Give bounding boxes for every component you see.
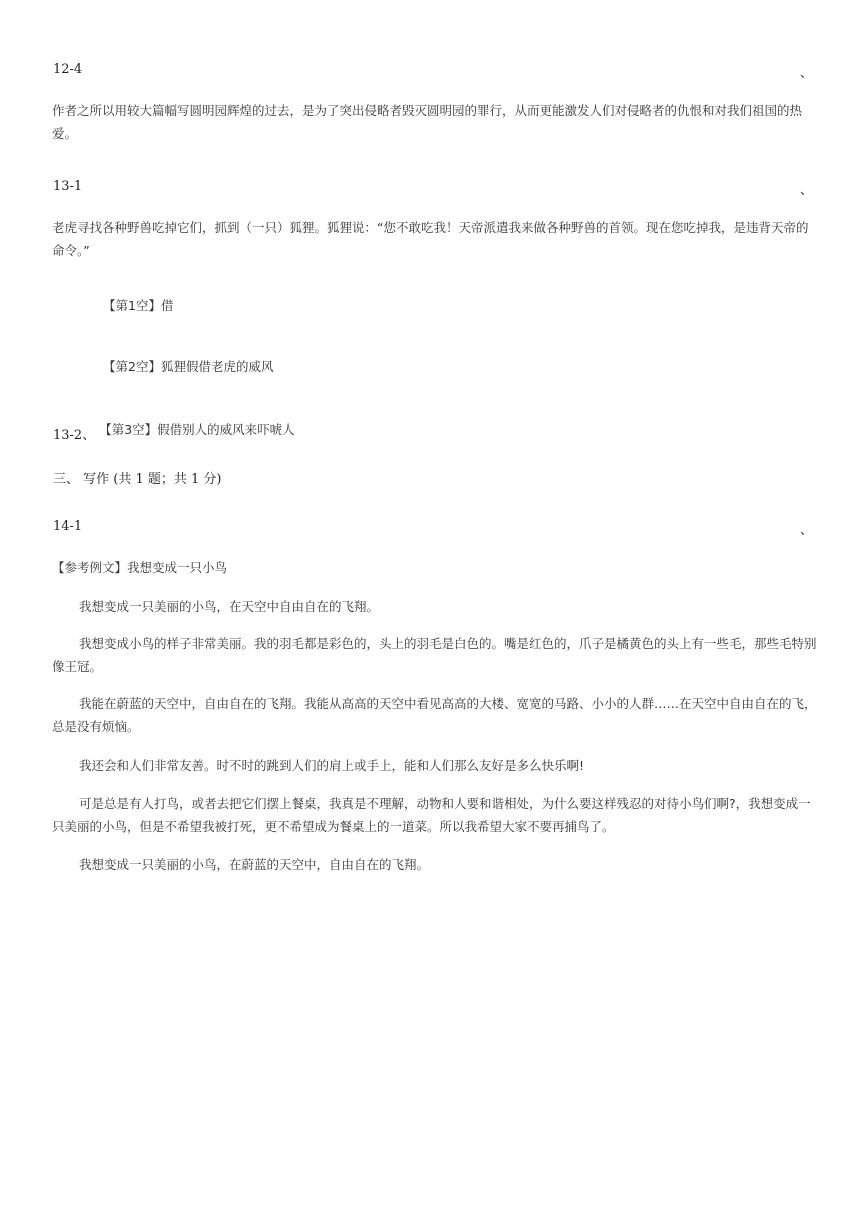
blank-answer-2: 【第2空】狐狸假借老虎的威风 bbox=[103, 359, 274, 374]
essay-paragraph-3: 我能在蔚蓝的天空中，自由自在的飞翔。我能从高高的天空中看见高高的大楼、宽宽的马路、小小的人群……在天空中自由自在的飞，总是没有烦恼。 bbox=[52, 696, 817, 734]
essay-heading: 【参考例文】我想变成一只小鸟 bbox=[52, 560, 228, 575]
essay-paragraph-4: 我还会和人们非常友善。时不时的跳到人们的肩上或手上，能和人们那么友好是多么快乐啊! bbox=[79, 758, 585, 773]
question-separator: 、 bbox=[799, 66, 813, 81]
blank-answer-1: 【第1空】借 bbox=[103, 298, 174, 313]
question-number: 14-1 bbox=[53, 519, 83, 534]
question-row-13-2 bbox=[53, 419, 295, 443]
question-number: 12-4 bbox=[53, 62, 83, 77]
essay-paragraph-6: 我想变成一只美丽的小鸟，在蔚蓝的天空中，自由自在的飞翔。 bbox=[79, 857, 430, 872]
question-number: 13-1 bbox=[53, 179, 83, 194]
essay-paragraph-1: 我想变成一只美丽的小鸟，在天空中自由自在的飞翔。 bbox=[79, 599, 380, 614]
essay-paragraph-5: 可是总是有人打鸟，或者去把它们摆上餐桌，我真是不理解，动物和人要和谐相处，为什么要这样残忍的对待小鸟们啊?，我想变成一只美丽的小鸟，但是不希望我被打死，更不希望成为餐桌上的一道菜。所以我希望大家不要再捕鸟了。 bbox=[52, 796, 811, 834]
answer-text-13-1: 老虎寻找各种野兽吃掉它们，抓到（一只）狐狸。狐狸说：“您不敢吃我！天帝派遣我来做各种野兽的首领。现在您吃掉我，是违背天帝的命令。” bbox=[52, 220, 809, 258]
answer-text-12-4: 作者之所以用较大篇幅写圆明园辉煌的过去，是为了突出侵略者毁灭圆明园的罪行，从而更能激发人们对侵略者的仇恨和对我们祖国的热爱。 bbox=[52, 103, 803, 141]
section-title: 三、 写作 (共 1 题；共 1 分) bbox=[53, 472, 222, 487]
essay-paragraph-2: 我想变成小鸟的样子非常美丽。我的羽毛都是彩色的，头上的羽毛是白色的。嘴是红色的，爪子是橘黄色的头上有一些毛，那些毛特别像王冠。 bbox=[52, 636, 817, 674]
question-separator: 、 bbox=[799, 523, 813, 538]
question-number-13-2: 13-2、 bbox=[53, 428, 96, 443]
blank-answer-3: 【第3空】假借别人的威风来吓唬人 bbox=[99, 422, 295, 437]
question-separator: 、 bbox=[799, 183, 813, 198]
